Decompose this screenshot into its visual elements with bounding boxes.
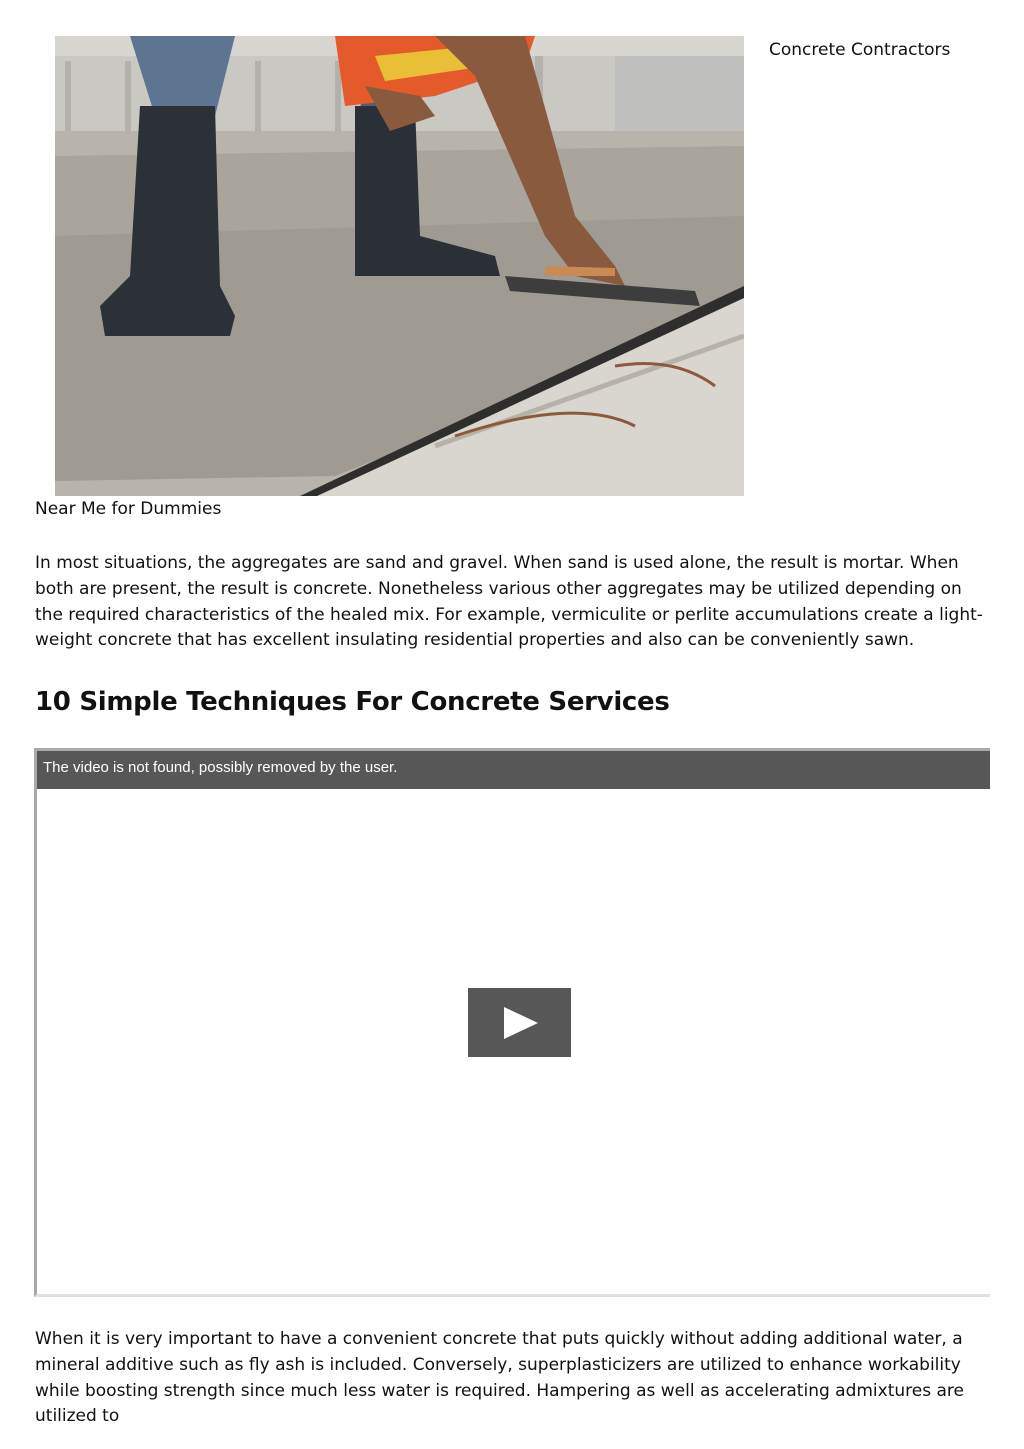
video-error-message: The video is not found, possibly removed by the user. (43, 759, 398, 776)
section-heading: 10 Simple Techniques For Concrete Services (35, 687, 670, 717)
video-embed[interactable] (34, 748, 990, 1297)
image-caption-right: Concrete Contractors (769, 40, 951, 60)
play-button[interactable] (468, 988, 571, 1057)
concrete-worker-image (55, 36, 744, 496)
play-icon (504, 1007, 538, 1039)
paragraph-aggregates: In most situations, the aggregates are sand and gravel. When sand is used alone, the result is mortar. When both are present, the result is concrete. Nonetheless various other aggregates may be utilized depending on the required characteristics of the healed mix. For example, vermiculite or perlite accumulations create a light-weight concrete that has excellent insulating residential properties and also can be conveniently sawn. (35, 553, 983, 651)
video-error-bar (37, 751, 990, 789)
image-caption-left: Near Me for Dummies (35, 499, 222, 519)
paragraph-admixtures: When it is very important to have a convenient concrete that puts quickly without adding additional water, a mineral additive such as fly ash is included. Conversely, superplasticizers are utilized to enhance workability while boosting strength since much less water is required. Hampering as well as accelerating admixtures are utilized to (35, 1329, 964, 1427)
